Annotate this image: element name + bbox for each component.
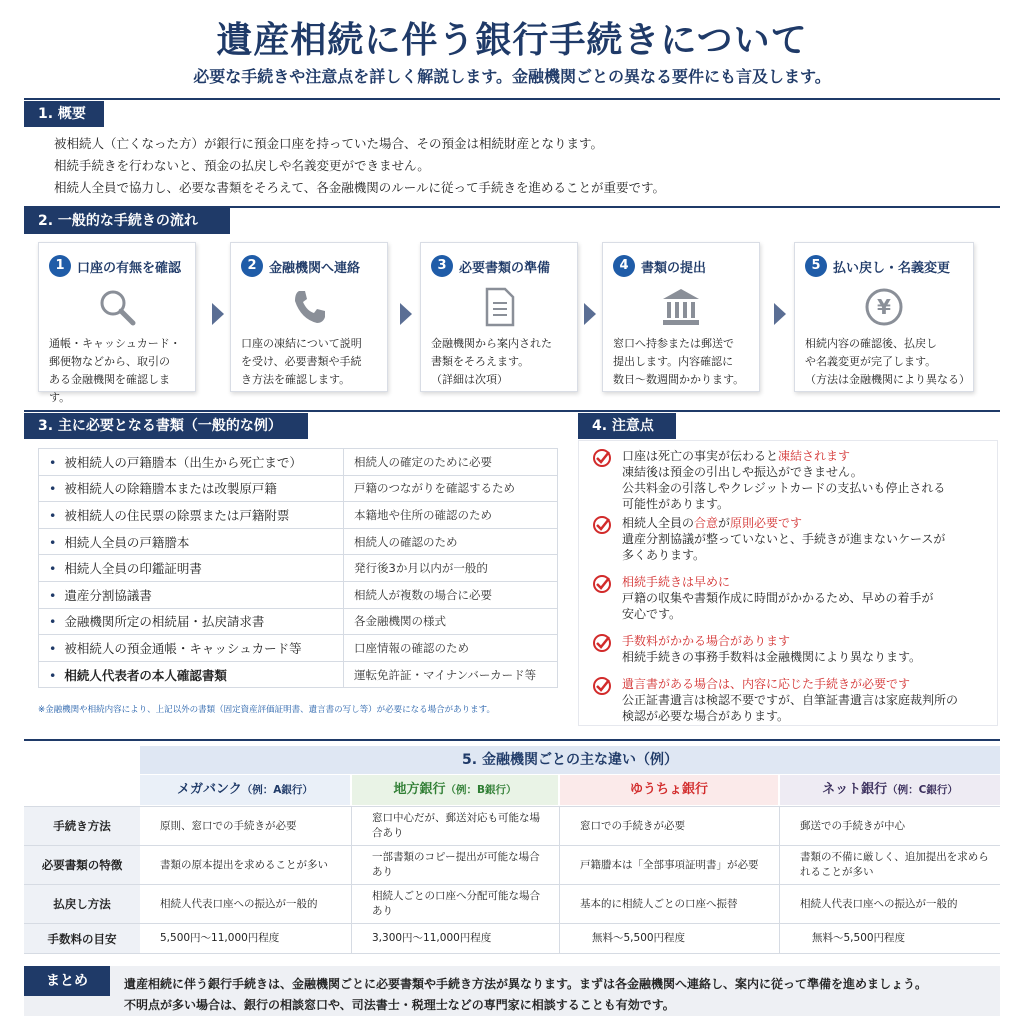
- row-label: 必要書類の特徴: [24, 846, 140, 884]
- section3-rule: [24, 410, 1000, 412]
- caution-title: 相続人全員の: [622, 516, 695, 530]
- caution-line: 遺産分割協議が整っていないと、手続きが進まないケースが: [622, 532, 946, 546]
- column-name: 地方銀行: [393, 782, 446, 797]
- column-name: ネット銀行: [822, 782, 888, 797]
- row-label: 払戻し方法: [24, 885, 140, 923]
- doc-note: 相続人の確定のために必要: [344, 449, 558, 476]
- row-label: 手続き方法: [24, 807, 140, 845]
- step-desc-line: 数日〜数週間かかります。: [613, 373, 745, 386]
- caution-item: [592, 515, 992, 563]
- section1-rule: [24, 98, 1000, 100]
- check-icon: [592, 448, 612, 468]
- check-icon: [592, 574, 612, 594]
- comparison-cell: 一部書類のコピー提出が可能な場合あり: [372, 851, 540, 878]
- caution-title: が: [718, 516, 731, 530]
- step-title: 払い戻し・名義変更: [833, 260, 951, 276]
- doc-name: 被相続人の預金通帳・キャッシュカード等: [64, 640, 302, 656]
- caution-item: [592, 633, 992, 665]
- step-desc-line: ある金融機関を確認します。: [49, 373, 170, 404]
- caution-line: 可能性があります。: [622, 497, 730, 511]
- comparison-cell: 相続人代表口座への振込が一般的: [160, 897, 318, 910]
- doc-note: 運転免許証・マイナンバーカード等: [344, 661, 558, 688]
- table-row: • 金融機関所定の相続届・払戻請求書 各金融機関の様式: [39, 608, 558, 635]
- step-title: 書類の提出: [641, 260, 707, 276]
- caution-line: 公正証書遺言は検認不要ですが、自筆証書遺言は家庭裁判所の: [622, 693, 959, 707]
- comparison-cell: 窓口での手続きが必要: [580, 819, 685, 832]
- flow-arrow: [212, 303, 224, 325]
- comparison-cell: 戸籍謄本は「全部事項証明書」が必要: [580, 858, 759, 871]
- comparison-cell: 郵送での手続きが中心: [800, 819, 905, 832]
- comparison-cell: 相続人代表口座への振込が一般的: [800, 897, 958, 910]
- overview-text: [54, 133, 665, 199]
- phone-icon: [231, 285, 387, 329]
- section2-heading: 2. 一般的な手続きの流れ: [24, 208, 230, 234]
- grid-line: [24, 953, 1000, 954]
- table-row: • 被相続人の除籍謄本または改製原戸籍 戸籍のつながりを確認するため: [39, 475, 558, 502]
- column-header-regional-bank: [352, 775, 558, 805]
- doc-name: 相続人全員の戸籍謄本: [64, 534, 190, 550]
- caution-body: [622, 531, 992, 563]
- overview-line: 相続人全員で協力し、必要な書類をそろえて、各金融機関のルールに従って手続きを進めることが重要です。: [54, 180, 666, 195]
- check-icon: [592, 515, 612, 535]
- summary-heading: まとめ: [24, 966, 110, 996]
- overview-line: 被相続人（亡くなった方）が銀行に預金口座を持っていた場合、その預金は相続財産となります。: [54, 136, 604, 151]
- caution-line: 相続手続きの事務手数料は金融機関により異なります。: [622, 650, 922, 664]
- check-icon: [592, 633, 612, 653]
- row-label: 手数料の目安: [24, 924, 140, 953]
- flow-step-1: [38, 242, 196, 404]
- step-desc-line: き方法を確認します。: [241, 373, 351, 386]
- page-title: 遺産相続に伴う銀行手続きについて: [216, 20, 808, 61]
- section1-heading: 1. 概要: [24, 101, 104, 127]
- step-desc-line: 提出します。内容確認に: [613, 355, 734, 368]
- step-desc-line: や名義変更が完了します。: [805, 355, 937, 368]
- step-number: 3: [431, 255, 453, 277]
- doc-note: 発行後3か月以内が一般的: [344, 555, 558, 582]
- step-desc-line: 郵便物などから、取引の: [49, 355, 170, 368]
- caution-body: [622, 692, 992, 724]
- doc-note: 各金融機関の様式: [344, 608, 558, 635]
- doc-note: 戸籍のつながりを確認するため: [344, 475, 558, 502]
- summary-line: 不明点が多い場合は、銀行の相談窓口や、司法書士・税理士などの専門家に相談することも有効です。: [124, 998, 675, 1012]
- yen-icon: [795, 285, 973, 329]
- comparison-title: 5. 金融機関ごとの主な違い（例）: [140, 746, 1000, 774]
- comparison-cell: 3,300円〜11,000円程度: [372, 932, 492, 944]
- caution-line: 多くあります。: [622, 548, 706, 562]
- column-name: ゆうちょ銀行: [629, 782, 708, 797]
- doc-name: 相続人全員の印鑑証明書: [64, 561, 202, 577]
- step-desc-line: 窓口へ持参または郵送で: [613, 337, 734, 350]
- column-header-yucho: [560, 775, 778, 805]
- step-title: 必要書類の準備: [459, 260, 551, 276]
- step-desc-line: 書類をそろえます。: [431, 355, 530, 368]
- table-row: • 被相続人の預金通帳・キャッシュカード等 口座情報の確認のため: [39, 635, 558, 662]
- table-row: • 遺産分割協議書 相続人が複数の場合に必要: [39, 581, 558, 608]
- section5-rule: [24, 739, 1000, 741]
- documents-footnote: ※金融機関や相続内容により、上記以外の書類（固定資産評価証明書、遺言書の写し等）が必要になる場合があります。: [38, 705, 495, 715]
- caution-title-emphasis: 凍結されます: [778, 449, 851, 463]
- step-number: 2: [241, 255, 263, 277]
- step-title: 口座の有無を確認: [77, 260, 182, 276]
- caution-title-emphasis: 手数料がかかる場合があります: [622, 634, 791, 648]
- caution-line: 安心です。: [622, 607, 682, 621]
- flow-step-4: [602, 242, 760, 392]
- comparison-cell: 窓口中心だが、郵送対応も可能な場合あり: [372, 812, 540, 839]
- column-sub: （例：C銀行）: [887, 784, 958, 796]
- step-desc-line: 通帳・キャッシュカード・: [49, 337, 181, 350]
- flow-arrow: [400, 303, 412, 325]
- caution-item: [592, 676, 992, 724]
- table-row: • 相続人全員の戸籍謄本 相続人の確認のため: [39, 528, 558, 555]
- section4-heading: 4. 注意点: [578, 413, 676, 439]
- caution-title-emphasis: 原則必要です: [730, 516, 803, 530]
- check-icon: [592, 676, 612, 696]
- page-subtitle: 必要な手続きや注意点を詳しく解説します。金融機関ごとの異なる要件にも言及します。: [193, 67, 831, 86]
- caution-body: [622, 649, 992, 665]
- comparison-cell: 書類の不備に厳しく、追加提出を求められることが多い: [800, 851, 989, 878]
- column-sub: （例：A銀行）: [241, 784, 313, 796]
- summary-line: 遺産相続に伴う銀行手続きは、金融機関ごとに必要書類や手続き方法が異なります。まずは各金融機関へ連絡し、案内に従って準備を進めましょう。: [124, 977, 928, 991]
- magnifier-icon: [39, 285, 195, 329]
- caution-title-emphasis: 相続手続きは早めに: [622, 575, 731, 589]
- doc-note: 相続人が複数の場合に必要: [344, 581, 558, 608]
- caution-item: [592, 574, 992, 622]
- step-desc-line: （詳細は次項）: [431, 373, 508, 386]
- flow-step-5: [794, 242, 974, 392]
- column-header-net-bank: [780, 775, 1000, 805]
- doc-name: 被相続人の除籍謄本または改製原戸籍: [64, 481, 277, 497]
- flow-step-3: [420, 242, 578, 392]
- step-desc-line: 金融機関から案内された: [431, 337, 552, 350]
- comparison-cell: 無料〜5,500円程度: [592, 932, 686, 944]
- step-number: 5: [805, 255, 827, 277]
- caution-body: [622, 590, 992, 622]
- step-desc-line: （方法は金融機関により異なる）: [805, 373, 970, 386]
- doc-note: 相続人の確認のため: [344, 528, 558, 555]
- comparison-cell: 5,500円〜11,000円程度: [160, 932, 280, 944]
- comparison-cell: 相続人ごとの口座へ分配可能な場合あり: [372, 890, 540, 917]
- doc-name: 被相続人の住民票の除票または戸籍附票: [64, 507, 290, 523]
- step-desc-line: 口座の凍結について説明: [241, 337, 362, 350]
- section3-heading: 3. 主に必要となる書類（一般的な例）: [24, 413, 308, 439]
- comparison-cell: 基本的に相続人ごとの口座へ振替: [580, 897, 738, 910]
- caution-line: 戸籍の収集や書類作成に時間がかかるため、早めの着手が: [622, 591, 934, 605]
- doc-name: 金融機関所定の相続届・払戻請求書: [64, 614, 265, 630]
- doc-name: 被相続人の戸籍謄本（出生から死亡まで）: [64, 454, 302, 470]
- table-row: • 被相続人の住民票の除票または戸籍附票 本籍地や住所の確認のため: [39, 502, 558, 529]
- table-row: • 相続人全員の印鑑証明書 発行後3か月以内が一般的: [39, 555, 558, 582]
- caution-item: [592, 448, 992, 512]
- summary-text: [124, 974, 927, 1016]
- flow-arrow: [774, 303, 786, 325]
- documents-table: [38, 448, 558, 688]
- doc-note: 本籍地や住所の確認のため: [344, 502, 558, 529]
- step-desc-line: 相続内容の確認後、払戻し: [805, 337, 937, 350]
- step-number: 1: [49, 255, 71, 277]
- flow-step-2: [230, 242, 388, 392]
- caution-title-emphasis: 合意: [694, 516, 719, 530]
- bank-icon: [603, 285, 759, 329]
- comparison-cell: 原則、窓口での手続きが必要: [160, 819, 297, 832]
- column-header-megabank: [140, 775, 350, 805]
- table-row: • 相続人代表者の本人確認書類 運転免許証・マイナンバーカード等: [39, 661, 558, 688]
- table-row: • 被相続人の戸籍謄本（出生から死亡まで） 相続人の確定のために必要: [39, 449, 558, 476]
- doc-note: 口座情報の確認のため: [344, 635, 558, 662]
- svg-text:¥: ¥: [877, 295, 891, 319]
- overview-line: 相続手続きを行わないと、預金の払戻しや名義変更ができません。: [54, 158, 430, 173]
- doc-name: 遺産分割協議書: [64, 587, 152, 603]
- caution-line: 公共料金の引落しやクレジットカードの支払いも停止される: [622, 481, 946, 495]
- comparison-cell: 無料〜5,500円程度: [812, 932, 906, 944]
- step-title: 金融機関へ連絡: [269, 260, 361, 276]
- document-icon: [421, 285, 577, 329]
- column-sub: （例：B銀行）: [445, 784, 517, 796]
- comparison-cell: 書類の原本提出を求めることが多い: [160, 858, 328, 871]
- doc-name: 相続人代表者の本人確認書類: [64, 667, 227, 683]
- flow-arrow: [584, 303, 596, 325]
- caution-title-emphasis: 遺言書がある場合は、内容に応じた手続きが必要です: [622, 677, 911, 691]
- caution-body: [622, 464, 992, 512]
- column-name: メガバンク: [177, 782, 242, 797]
- caution-title: 口座は死亡の事実が伝わると: [622, 449, 779, 463]
- step-number: 4: [613, 255, 635, 277]
- caution-line: 凍結後は預金の引出しや振込ができません。: [622, 465, 863, 479]
- step-desc-line: を受け、必要書類や手続: [241, 355, 362, 368]
- caution-line: 検認が必要な場合があります。: [622, 709, 790, 723]
